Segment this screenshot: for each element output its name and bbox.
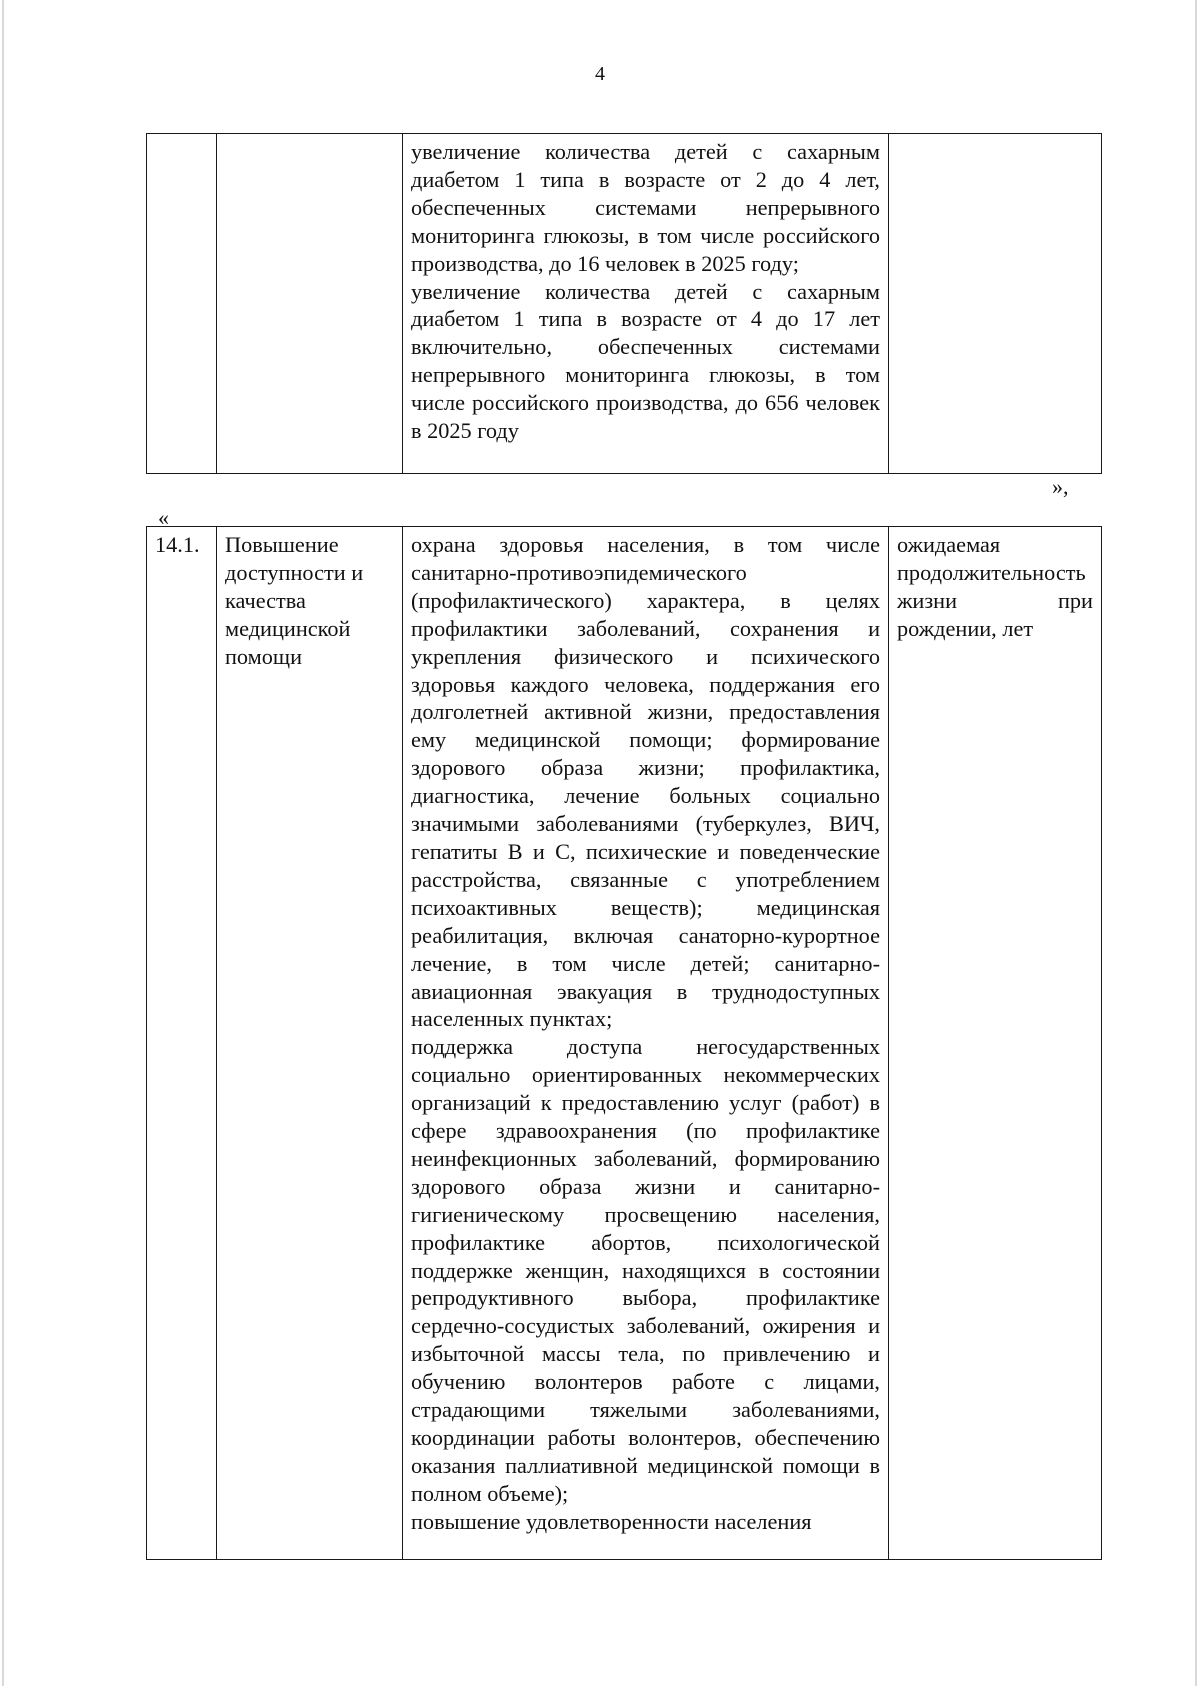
row-number: 14.1.	[155, 532, 200, 557]
description-text: увеличение количества детей с сахарным диабетом 1 типа в возрасте от 2 до 4 лет, обеспеченных системами непрерывного мониторинга глюкозы, в том числе российского производства, до 16 человек в 2025 году; увеличение количества детей с сахарным диабетом 1 типа в возрасте от 4 до 17 лет включительно, обеспеченных системами непрерывного мониторинга глюкозы, в том числе российского производства, до 656 человек в 2025 году	[411, 139, 880, 444]
goal-text: Повышение доступности и качества медицинской помощи	[225, 532, 364, 669]
closing-quote: »,	[1052, 474, 1069, 499]
scan-edge-left	[2, 0, 4, 1686]
description-text: охрана здоровья населения, в том числе санитарно-противоэпидемического (профилактического) характера, в целях профилактики заболеваний, сохранения и укрепления физического и психического здоровья каждого человека, поддержания его долголетней активной жизни, предоставления ему медицинской помощи; формирование здорового образа жизни; профилактика, диагностика, лечение больных социально значимыми заболеваниями (туберкулез, ВИЧ, гепатиты В и С, психические и поведенческие расстройства, связанные с употреблением психоактивных веществ); медицинская реабилитация, включая санаторно-курортное лечение, в том числе детей; санитарно-авиационная эвакуация в труднодоступных населенных пунктах; поддержка доступа негосударственных социально ориентированных некоммерческих организаций к предоставлению услуг (работ) в сфере здравоохранения (по профилактике неинфекционных заболеваний, формированию здорового образа жизни и санитарно-гигиеническому просвещению населения, профилактике абортов, психологической поддержке женщин, находящихся в состоянии репродуктивного выбора, профилактике сердечно-сосудистых заболеваний, ожирения и избыточной массы тела, по привлечению и обучению волонтеров работе с лицами, страдающими тяжелыми заболеваниями, координации работы волонтеров, обеспечению оказания паллиативной медицинской помощи в полном объеме); повышение удовлетворенности населения	[411, 532, 880, 1534]
cell-goal	[217, 527, 403, 1560]
page-number: 4	[595, 63, 605, 85]
table-main	[146, 526, 1102, 1560]
cell-number	[147, 527, 217, 1560]
table-row	[147, 527, 1102, 1560]
scan-edge-right	[1195, 0, 1197, 1686]
cell-indicator	[889, 134, 1102, 474]
table-row	[147, 134, 1102, 474]
cell-description	[403, 527, 889, 1560]
cell-description	[403, 134, 889, 474]
cell-goal	[217, 134, 403, 474]
cell-number	[147, 134, 217, 474]
indicator-text: ожидаемая продолжительность жизни при рождении, лет	[897, 532, 1093, 641]
opening-quote: «	[158, 505, 169, 530]
table-continuation	[146, 133, 1102, 474]
cell-indicator	[889, 527, 1102, 1560]
